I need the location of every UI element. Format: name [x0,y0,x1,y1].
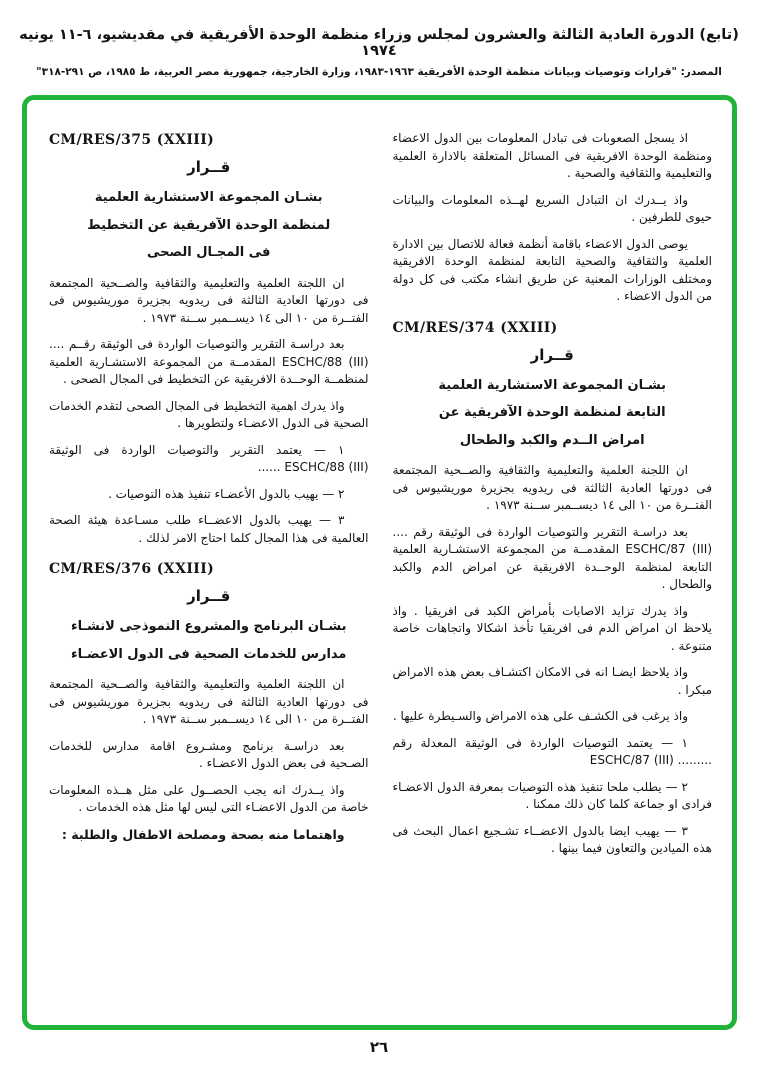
resolution-subject-line: بشـان البرنامج والمشروع النموذجى لانشـاء [71,619,347,635]
paragraph: ان اللجنة العلمية والتعليمية والثقافية والصــحية المجتمعة فى دورتها العادية الثالثة فى ريدويه بجزيرة موريشيوس فى الفتــرة من ١٠ الى ١٤ ديســمبر ســنة ١٩٧٣ . [49,275,369,325]
paragraph: واذ يــدرك انه يجب الحصــول على مثل هــذه المعلومات خاصة من الدول الاعضـاء التى ليس لها مثل هذه الخدمات . [49,782,369,815]
resolution-subject-line: بشـان المجموعة الاستشارية العلمية [94,190,323,205]
paragraph: بعد دراسـة التقرير والتوصيات الواردة فى الوثيقة رقم .... ESCHC/87 (III) المقدمــة من المجموعة الاستشـارية العلمية التابعة لمنظمة الوحــدة الافريقية عن امراض الدم والكبد والطحال . [392,524,712,592]
numbered-clause: ٢ — يهيب بالدول الأعضـاء تنفيذ هذه التوصيات . [107,486,345,501]
resolution-subject-line: مدارس للخدمات الصحية فى الدول الاعضـاء [70,646,347,662]
numbered-clause: ٢ — يطلب ملحا تنفيذ هذه التوصيات بمعرفة الدول الاعضـاء فرادى او جماعة كلما كان ذلك ممكنا . [392,779,712,812]
paragraph: ان اللجنة العلمية والتعليمية والثقافية والصــحية المجتمعة فى دورتها العادية الثالثة فى ريدويه بجزيرة موريشيوس فى الفتــرة من ١٠ الى ١٤ ديســمبر ســنة ١٩٧٣ . [49,677,369,727]
column-right [393,130,713,1017]
paragraph: واذ يلاحظ ايضـا انه فى الامكان اكتشـاف بعض هذه الامراض مبكرا . [392,665,712,697]
resolution-subject-line: بشـان المجموعة الاستشارية العلمية [438,377,667,393]
two-column-layout [27,100,732,1025]
closing-clause: واهتماما منه بصحة ومصلحة الاطفال والطلبة : [61,826,345,842]
header-source-note: المصدر: "قرارات وتوصيات وبيانات منظمة الوحدة الأفريقية ١٩٦٣-١٩٨٣، وزارة الخارجية، جمهورية مصر العربية، ط ١٩٨٥، ص ٢٩١-٣١٨" [36,66,722,78]
resolution-ref: CM/RES/375 (XXIII) [49,132,215,148]
resolution-ref: CM/RES/376 (XXIII) [49,561,215,578]
numbered-clause: ١ — يعتمد التوصيات الواردة فى الوثيقة المعدلة رقم ......... ESCHC/87 (III) [392,735,712,768]
numbered-clause: ٣ — يهيب بالدول الاعضــاء طلب مسـاعدة هيئة الصحة العالمية فى هذا المجال كلما احتاج الامر لذلك . [49,513,369,545]
document-frame [22,95,737,1030]
decree-title: قــرار [187,158,231,176]
decree-title: قــرار [187,587,231,606]
page-header [0,0,758,78]
paragraph: واذ يــدرك ان التبادل السريع لهــذه المعلومات والبيانات حيوى للطرفين . [392,192,712,225]
resolution-subject-line: لمنظمة الوحدة الآفريقية عن التخطيط [87,217,331,233]
resolution-subject-line: امراض الــدم والكبد والطحال [459,432,645,448]
paragraph: بعد دراسـة برنامج ومشـروع اقامة مدارس للخدمات الصـحية فى بعض الدول الاعضـاء . [49,738,369,771]
page-number: ٢٦ [369,1038,389,1056]
numbered-clause: ٣ — يهيب ايضا بالدول الاعضــاء تشـجيع اعمال البحث فى هذه الميادين والتعاون فيما بينها . [392,823,712,856]
decree-title: قــرار [530,345,574,364]
header-session-title: (تابع) الدورة العادية الثالثة والعشرون لمجلس وزراء منظمة الوحدة الأفريقية في مقديشيو، ٦-١١ يونيه ١٩٧٤ [19,27,739,59]
paragraph: بعد دراسـة التقرير والتوصيات الواردة فى الوثيقة رقــم .... ESCHC/88 (III) المقدمــة من المجموعة الاستشـارية العلمية لمنظمــة الوحــدة الافريقية عن التخطيط فى المجال الصحى . [49,337,369,387]
paragraph: ان اللجنة العلمية والتعليمية والثقافية والصــحية المجتمعة فى دورتها العادية الثالثة فى ريدويه بجزيرة موريشيوس فى الفتــرة من ١٠ الى ١٤ ديســمبر ســنة ١٩٧٣ . [392,463,712,513]
resolution-subject-line: التابعة لمنظمة الوحدة الآفريقية عن [438,405,666,421]
numbered-clause: ١ — يعتمد التقرير والتوصيات الواردة فى الوثيقة ESCHC/88 (III) ...... [49,442,369,475]
paragraph: واذ يدرك تزايد الاصابات بأمراض الكبد فى افريقيا . واذ يلاحظ ان امراض الدم فى افريقيا تأخذ اشكالا واتجاهات خاصة متنوعة . [392,603,712,653]
resolution-subject-line: فى المجـال الصحى [147,245,271,260]
resolution-ref: CM/RES/374 (XXIII) [392,319,558,336]
paragraph: واذ يدرك اهمية التخطيط فى المجال الصحى لتقدم الخدمات الصحية فى الدول الاعضـاء ولتطويرها . [49,398,369,431]
paragraph: واذ يرغب فى الكشـف على هذه الامراض والسـيطرة عليها . [392,709,688,724]
paragraph: يوصى الدول الاعضاء باقامة أنظمة فعالة للاتصال بين الادارة العلمية والثقافية والصحية التابعة لمنظمة الوحدة الافريقية ومختلف الوزارات المعنية عن طريق انشاء مكتب فى كل دولة من الدول الاعضاء . [392,236,712,304]
paragraph: اذ يسجل الصعوبات فى تبادل المعلومات بين الدول الاعضاء ومنظمة الوحدة الافريقية فى المسائل المتعلقة بالادارة العلمية والتعليمية والثقافية والصحية . [392,131,712,181]
column-left [49,130,369,1017]
